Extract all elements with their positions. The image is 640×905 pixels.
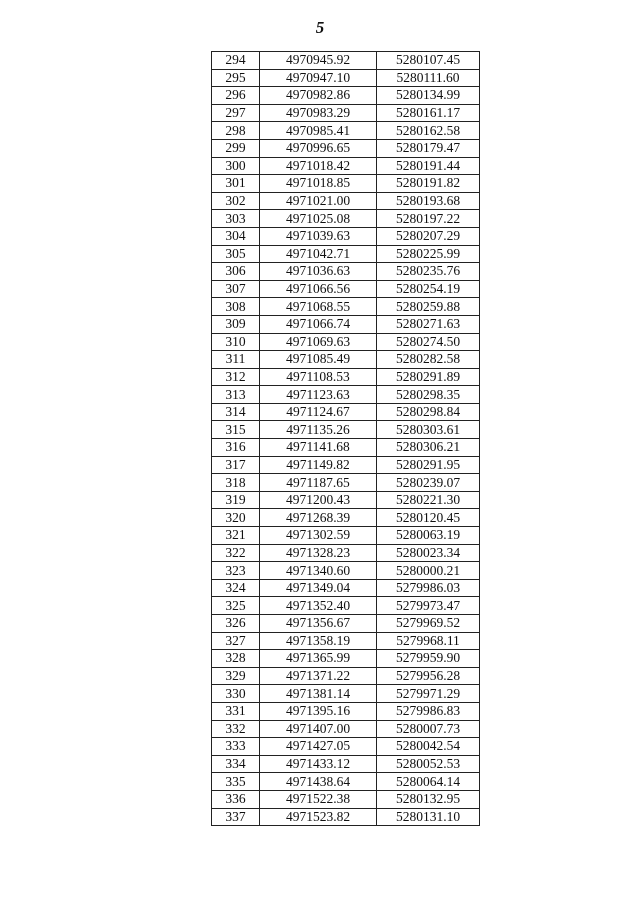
x-coordinate-cell: 4971021.00 <box>260 192 377 210</box>
table-row <box>212 509 480 527</box>
table-row <box>212 474 480 492</box>
table-row <box>212 139 480 157</box>
point-number-cell: 330 <box>212 685 260 703</box>
table-row <box>212 720 480 738</box>
point-number-cell: 300 <box>212 157 260 175</box>
y-coordinate-cell: 5280162.58 <box>377 122 480 140</box>
point-number-cell: 309 <box>212 315 260 333</box>
point-number-cell: 312 <box>212 368 260 386</box>
x-coordinate-cell: 4971523.82 <box>260 808 377 826</box>
table-row <box>212 280 480 298</box>
x-coordinate-cell: 4971018.42 <box>260 157 377 175</box>
y-coordinate-cell: 5280007.73 <box>377 720 480 738</box>
point-number-cell: 320 <box>212 509 260 527</box>
y-coordinate-cell: 5280191.82 <box>377 175 480 193</box>
coordinates-table <box>211 51 480 826</box>
table-row <box>212 738 480 756</box>
y-coordinate-cell: 5279959.90 <box>377 650 480 668</box>
y-coordinate-cell: 5280306.21 <box>377 439 480 457</box>
x-coordinate-cell: 4971068.55 <box>260 298 377 316</box>
y-coordinate-cell: 5280000.21 <box>377 562 480 580</box>
x-coordinate-cell: 4971349.04 <box>260 579 377 597</box>
table-row <box>212 632 480 650</box>
point-number-cell: 316 <box>212 439 260 457</box>
x-coordinate-cell: 4971328.23 <box>260 544 377 562</box>
y-coordinate-cell: 5280193.68 <box>377 192 480 210</box>
x-coordinate-cell: 4971356.67 <box>260 615 377 633</box>
x-coordinate-cell: 4971123.63 <box>260 386 377 404</box>
point-number-cell: 332 <box>212 720 260 738</box>
x-coordinate-cell: 4971066.74 <box>260 315 377 333</box>
point-number-cell: 325 <box>212 597 260 615</box>
table-row <box>212 315 480 333</box>
point-number-cell: 326 <box>212 615 260 633</box>
y-coordinate-cell: 5280064.14 <box>377 773 480 791</box>
point-number-cell: 303 <box>212 210 260 228</box>
point-number-cell: 336 <box>212 790 260 808</box>
table-row <box>212 755 480 773</box>
table-row <box>212 808 480 826</box>
table-row <box>212 227 480 245</box>
point-number-cell: 304 <box>212 227 260 245</box>
x-coordinate-cell: 4971141.68 <box>260 439 377 457</box>
point-number-cell: 318 <box>212 474 260 492</box>
y-coordinate-cell: 5279971.29 <box>377 685 480 703</box>
point-number-cell: 322 <box>212 544 260 562</box>
x-coordinate-cell: 4971407.00 <box>260 720 377 738</box>
table-row <box>212 403 480 421</box>
table-row <box>212 157 480 175</box>
point-number-cell: 294 <box>212 52 260 70</box>
x-coordinate-cell: 4970947.10 <box>260 69 377 87</box>
point-number-cell: 313 <box>212 386 260 404</box>
y-coordinate-cell: 5279956.28 <box>377 667 480 685</box>
x-coordinate-cell: 4971124.67 <box>260 403 377 421</box>
y-coordinate-cell: 5280221.30 <box>377 491 480 509</box>
point-number-cell: 299 <box>212 139 260 157</box>
table-row <box>212 527 480 545</box>
y-coordinate-cell: 5280298.35 <box>377 386 480 404</box>
point-number-cell: 314 <box>212 403 260 421</box>
point-number-cell: 308 <box>212 298 260 316</box>
point-number-cell: 295 <box>212 69 260 87</box>
x-coordinate-cell: 4970982.86 <box>260 87 377 105</box>
table-row <box>212 790 480 808</box>
page-number: 5 <box>315 18 325 37</box>
table-row <box>212 667 480 685</box>
x-coordinate-cell: 4971268.39 <box>260 509 377 527</box>
point-number-cell: 305 <box>212 245 260 263</box>
y-coordinate-cell: 5280298.84 <box>377 403 480 421</box>
point-number-cell: 317 <box>212 456 260 474</box>
x-coordinate-cell: 4971187.65 <box>260 474 377 492</box>
x-coordinate-cell: 4971371.22 <box>260 667 377 685</box>
point-number-cell: 321 <box>212 527 260 545</box>
x-coordinate-cell: 4971069.63 <box>260 333 377 351</box>
point-number-cell: 301 <box>212 175 260 193</box>
x-coordinate-cell: 4971025.08 <box>260 210 377 228</box>
x-coordinate-cell: 4971365.99 <box>260 650 377 668</box>
table-row <box>212 597 480 615</box>
x-coordinate-cell: 4970996.65 <box>260 139 377 157</box>
x-coordinate-cell: 4970983.29 <box>260 104 377 122</box>
y-coordinate-cell: 5280259.88 <box>377 298 480 316</box>
table-row <box>212 685 480 703</box>
y-coordinate-cell: 5279968.11 <box>377 632 480 650</box>
table-row <box>212 122 480 140</box>
y-coordinate-cell: 5280271.63 <box>377 315 480 333</box>
table-row <box>212 175 480 193</box>
point-number-cell: 329 <box>212 667 260 685</box>
x-coordinate-cell: 4971395.16 <box>260 702 377 720</box>
point-number-cell: 335 <box>212 773 260 791</box>
table-row <box>212 386 480 404</box>
table-row <box>212 298 480 316</box>
x-coordinate-cell: 4971135.26 <box>260 421 377 439</box>
x-coordinate-cell: 4971085.49 <box>260 351 377 369</box>
point-number-cell: 307 <box>212 280 260 298</box>
table-row <box>212 351 480 369</box>
y-coordinate-cell: 5280063.19 <box>377 527 480 545</box>
coordinates-table-body <box>212 52 480 826</box>
point-number-cell: 334 <box>212 755 260 773</box>
x-coordinate-cell: 4970985.41 <box>260 122 377 140</box>
y-coordinate-cell: 5280207.29 <box>377 227 480 245</box>
x-coordinate-cell: 4970945.92 <box>260 52 377 70</box>
table-row <box>212 192 480 210</box>
x-coordinate-cell: 4971438.64 <box>260 773 377 791</box>
x-coordinate-cell: 4971066.56 <box>260 280 377 298</box>
x-coordinate-cell: 4971149.82 <box>260 456 377 474</box>
point-number-cell: 302 <box>212 192 260 210</box>
y-coordinate-cell: 5280107.45 <box>377 52 480 70</box>
x-coordinate-cell: 4971018.85 <box>260 175 377 193</box>
x-coordinate-cell: 4971042.71 <box>260 245 377 263</box>
point-number-cell: 333 <box>212 738 260 756</box>
y-coordinate-cell: 5280134.99 <box>377 87 480 105</box>
table-row <box>212 456 480 474</box>
table-row <box>212 87 480 105</box>
x-coordinate-cell: 4971522.38 <box>260 790 377 808</box>
y-coordinate-cell: 5280111.60 <box>377 69 480 87</box>
point-number-cell: 328 <box>212 650 260 668</box>
point-number-cell: 319 <box>212 491 260 509</box>
table-row <box>212 562 480 580</box>
table-row <box>212 491 480 509</box>
table-row <box>212 702 480 720</box>
y-coordinate-cell: 5280179.47 <box>377 139 480 157</box>
table-row <box>212 368 480 386</box>
y-coordinate-cell: 5280197.22 <box>377 210 480 228</box>
y-coordinate-cell: 5280042.54 <box>377 738 480 756</box>
table-row <box>212 439 480 457</box>
point-number-cell: 310 <box>212 333 260 351</box>
table-row <box>212 333 480 351</box>
x-coordinate-cell: 4971036.63 <box>260 263 377 281</box>
y-coordinate-cell: 5279986.03 <box>377 579 480 597</box>
x-coordinate-cell: 4971433.12 <box>260 755 377 773</box>
x-coordinate-cell: 4971427.05 <box>260 738 377 756</box>
point-number-cell: 323 <box>212 562 260 580</box>
x-coordinate-cell: 4971352.40 <box>260 597 377 615</box>
x-coordinate-cell: 4971358.19 <box>260 632 377 650</box>
table-row <box>212 210 480 228</box>
point-number-cell: 327 <box>212 632 260 650</box>
point-number-cell: 306 <box>212 263 260 281</box>
y-coordinate-cell: 5280191.44 <box>377 157 480 175</box>
point-number-cell: 331 <box>212 702 260 720</box>
table-row <box>212 104 480 122</box>
table-row <box>212 263 480 281</box>
table-row <box>212 615 480 633</box>
point-number-cell: 315 <box>212 421 260 439</box>
y-coordinate-cell: 5280161.17 <box>377 104 480 122</box>
table-row <box>212 52 480 70</box>
y-coordinate-cell: 5280274.50 <box>377 333 480 351</box>
y-coordinate-cell: 5280131.10 <box>377 808 480 826</box>
y-coordinate-cell: 5280132.95 <box>377 790 480 808</box>
y-coordinate-cell: 5280291.89 <box>377 368 480 386</box>
y-coordinate-cell: 5280282.58 <box>377 351 480 369</box>
y-coordinate-cell: 5280235.76 <box>377 263 480 281</box>
y-coordinate-cell: 5280239.07 <box>377 474 480 492</box>
point-number-cell: 296 <box>212 87 260 105</box>
x-coordinate-cell: 4971302.59 <box>260 527 377 545</box>
x-coordinate-cell: 4971340.60 <box>260 562 377 580</box>
point-number-cell: 297 <box>212 104 260 122</box>
y-coordinate-cell: 5280023.34 <box>377 544 480 562</box>
point-number-cell: 337 <box>212 808 260 826</box>
y-coordinate-cell: 5280120.45 <box>377 509 480 527</box>
table-row <box>212 773 480 791</box>
table-row <box>212 421 480 439</box>
x-coordinate-cell: 4971108.53 <box>260 368 377 386</box>
y-coordinate-cell: 5279973.47 <box>377 597 480 615</box>
x-coordinate-cell: 4971039.63 <box>260 227 377 245</box>
table-row <box>212 544 480 562</box>
point-number-cell: 311 <box>212 351 260 369</box>
y-coordinate-cell: 5280225.99 <box>377 245 480 263</box>
point-number-cell: 298 <box>212 122 260 140</box>
x-coordinate-cell: 4971200.43 <box>260 491 377 509</box>
point-number-cell: 324 <box>212 579 260 597</box>
y-coordinate-cell: 5280291.95 <box>377 456 480 474</box>
y-coordinate-cell: 5280303.61 <box>377 421 480 439</box>
table-row <box>212 579 480 597</box>
y-coordinate-cell: 5280254.19 <box>377 280 480 298</box>
y-coordinate-cell: 5279986.83 <box>377 702 480 720</box>
y-coordinate-cell: 5279969.52 <box>377 615 480 633</box>
table-row <box>212 650 480 668</box>
table-row <box>212 69 480 87</box>
x-coordinate-cell: 4971381.14 <box>260 685 377 703</box>
y-coordinate-cell: 5280052.53 <box>377 755 480 773</box>
table-row <box>212 245 480 263</box>
